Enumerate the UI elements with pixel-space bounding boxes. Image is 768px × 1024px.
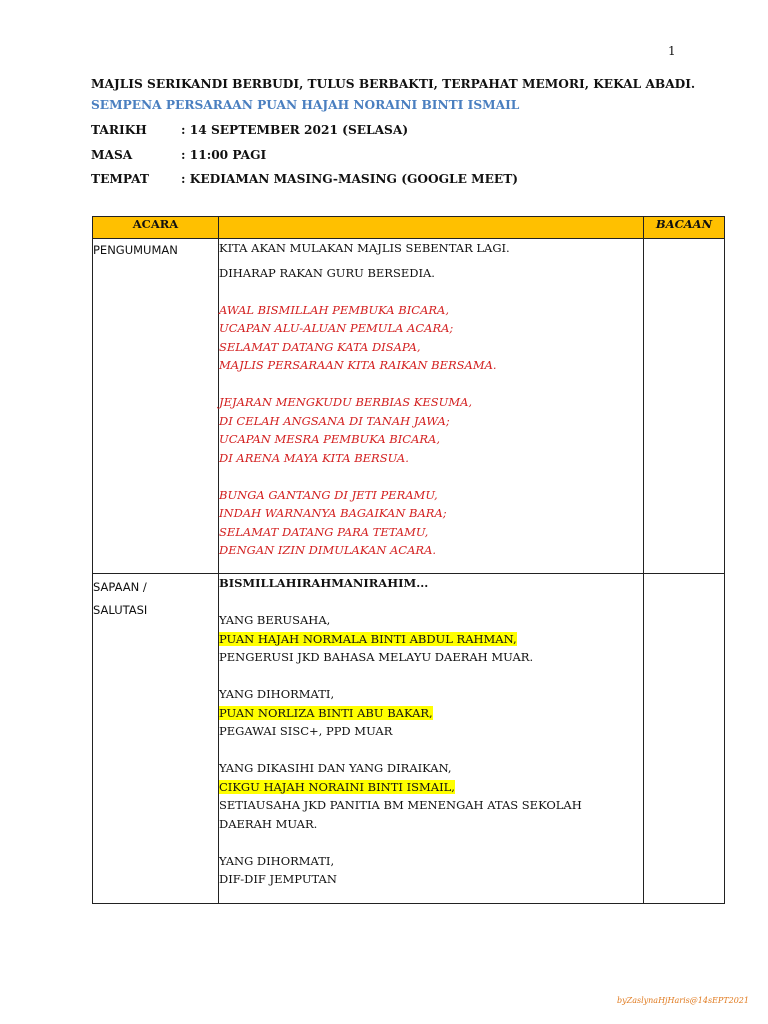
content-line: YANG DIHORMATI, — [219, 853, 335, 868]
detail-value: : 11:00 PAGI — [181, 148, 267, 162]
row-content — [219, 574, 644, 904]
highlighted-name: CIKGU HAJAH NORAINI BINTI ISMAIL, — [219, 779, 455, 794]
row-content — [219, 239, 644, 574]
header-blank — [219, 217, 644, 239]
highlighted-name: PUAN NORLIZA BINTI ABU BAKAR, — [219, 705, 433, 720]
content-line: YANG BERUSAHA, — [219, 613, 331, 627]
content-line: YANG DIKASIHI DAN YANG DIRAIKAN, — [219, 761, 452, 775]
header-acara: ACARA — [93, 217, 219, 239]
highlighted-name: PUAN HAJAH NORMALA BINTI ABDUL RAHMAN, — [219, 631, 517, 646]
row-label-line: SALUTASI — [93, 603, 148, 617]
content-line: DIF-DIF JEMPUTAN — [219, 872, 337, 886]
page-number: 1 — [668, 44, 676, 58]
detail-row-venue — [91, 172, 518, 186]
row-label-line: SAPAAN / — [93, 580, 147, 594]
table-row-salutasi — [93, 574, 725, 904]
content-line: YANG DIHORMATI, — [219, 687, 335, 701]
footer-credit: byZaslynaHjHaris@14sEPT2021 — [617, 996, 749, 1005]
row-bacaan — [644, 574, 725, 904]
row-label-line: PENGUMUMAN — [93, 243, 178, 257]
row-label — [93, 574, 219, 904]
program-table — [92, 216, 725, 904]
pantun-line: DI ARENA MAYA KITA BERSUA. — [219, 450, 409, 465]
content-line: BISMILLAHIRAHMANIRAHIM... — [219, 576, 429, 590]
pantun-line: UCAPAN MESRA PEMBUKA BICARA, — [219, 432, 441, 446]
pantun-line: DI CELAH ANGSANA DI TANAH JAWA; — [219, 413, 450, 428]
content-line: KITA AKAN MULAKAN MAJLIS SEBENTAR LAGI. — [219, 241, 510, 255]
pantun-line: JEJARAN MENGKUDU BERBIAS KESUMA, — [219, 395, 473, 409]
table-row-pengumuman — [93, 239, 725, 574]
pantun-line: AWAL BISMILLAH PEMBUKA BICARA, — [219, 302, 449, 317]
detail-row-time — [91, 148, 266, 162]
header-bacaan: BACAAN — [644, 217, 725, 239]
content-line: DIHARAP RAKAN GURU BERSEDIA. — [219, 265, 435, 280]
content-line: PENGERUSI JKD BAHASA MELAYU DAERAH MUAR. — [219, 650, 534, 664]
pantun-line: DENGAN IZIN DIMULAKAN ACARA. — [219, 543, 437, 557]
document-subtitle: SEMPENA PERSARAAN PUAN HAJAH NORAINI BINTI ISMAIL — [91, 98, 520, 112]
pantun-line: MAJLIS PERSARAAN KITA RAIKAN BERSAMA. — [219, 358, 497, 372]
content-line: DAERAH MUAR. — [219, 816, 318, 831]
document-title: MAJLIS SERIKANDI BERBUDI, TULUS BERBAKTI, TERPAHAT MEMORI, KEKAL ABADI. — [91, 77, 696, 91]
row-label — [93, 239, 219, 574]
detail-label: TARIKH — [91, 123, 147, 137]
detail-value: : KEDIAMAN MASING-MASING (GOOGLE MEET) — [181, 172, 519, 186]
pantun-line: INDAH WARNANYA BAGAIKAN BARA; — [219, 506, 447, 520]
pantun-line: BUNGA GANTANG DI JETI PERAMU, — [219, 487, 438, 502]
detail-row-date — [91, 123, 408, 137]
detail-value: : 14 SEPTEMBER 2021 (SELASA) — [181, 123, 409, 137]
detail-label: MASA — [91, 148, 133, 162]
content-line: SETIAUSAHA JKD PANITIA BM MENENGAH ATAS SEKOLAH — [219, 798, 582, 812]
pantun-line: UCAPAN ALU-ALUAN PEMULA ACARA; — [219, 321, 454, 335]
pantun-line: SELAMAT DATANG KATA DISAPA, — [219, 339, 421, 354]
row-bacaan — [644, 239, 725, 574]
table-header-row — [93, 217, 725, 239]
detail-label: TEMPAT — [91, 172, 149, 186]
content-line: PEGAWAI SISC+, PPD MUAR — [219, 724, 393, 738]
pantun-line: SELAMAT DATANG PARA TETAMU, — [219, 524, 429, 539]
